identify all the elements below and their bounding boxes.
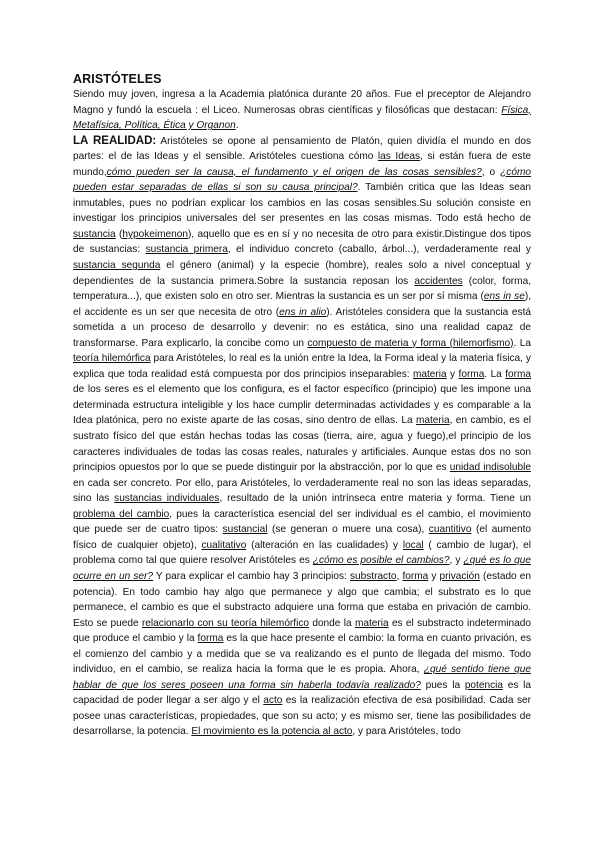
- emphasized-text: potencia: [464, 679, 503, 691]
- text-run: , pues la característica esencial del ser individual es el cambio, el movimiento que puede ser de cuatro tipos:: [73, 508, 532, 536]
- emphasized-text: unidad indisoluble: [449, 462, 531, 474]
- emphasized-text: materia: [415, 415, 450, 427]
- emphasized-text: cuantitivo: [428, 524, 472, 536]
- la-realidad-paragraph: [73, 134, 531, 740]
- text-run: es la que hace presente el cambio: la forma en cuanto privación, es el comienzo del cambio y a medida que se va realizando es el punto de llegada del mismo. Todo individuo, en el cambio, se realiza hacia la forma que le es propia. Ahora,: [73, 633, 531, 676]
- text-run: ), el accidente es un ser que necesita de otro (: [73, 291, 531, 318]
- emphasized-text: ¿cómo es posible el cambios?: [312, 555, 450, 567]
- text-run: Y para explicar el cambio hay 3 principios:: [153, 570, 350, 582]
- emphasized-text: sustancias individuales: [114, 493, 220, 505]
- emphasized-text: cualitativo: [201, 539, 247, 551]
- emphasized-text: forma: [505, 368, 532, 380]
- emphasized-text: ens in alio: [279, 306, 327, 318]
- text-run: ). Aristóteles considera que la sustancia está sometida a un proceso de desarrollo y devenir: no es estática, sino una realidad capaz de transformarse. Para explicarlo, la concibe como un: [73, 306, 532, 349]
- emphasized-text: compuesto de materia y forma (hilemorfismo): [307, 337, 514, 349]
- intro-paragraph: [73, 87, 531, 134]
- emphasized-text: ¿qué sentido tiene que hablar de que los seres poseen una forma sin haberla todavía realizado?: [73, 664, 532, 691]
- emphasized-text: forma: [402, 570, 429, 582]
- emphasized-text: forma: [197, 633, 224, 645]
- text-run: es el substracto indeterminado que produce el cambio y la: [73, 617, 531, 645]
- emphasized-text: local: [402, 539, 424, 551]
- text-run: , el individuo concreto (caballo, árbol...), verdaderamente real y: [227, 244, 531, 256]
- text-run: , y para Aristóteles, todo: [352, 726, 461, 738]
- emphasized-text: forma: [458, 368, 485, 380]
- text-run: , y: [449, 555, 464, 567]
- text-run: en cada ser concreto. Por ello, para Aristóteles, lo verdaderamente real no son las ideas separadas, sino las: [73, 477, 531, 505]
- emphasized-text: sustancial: [222, 524, 268, 536]
- text-run: (color, forma, temperatura...), que existen solo en otro ser. Mientras la sustancia es un ser por sí misma (: [73, 275, 531, 303]
- emphasized-text: sustancia primera: [145, 244, 228, 256]
- text-run: . También critica que las Ideas sean inmutables, pues no podrían explicar los cambios en las cosas sensibles.Su solución consiste en investigar los principios universales del ser presentes en las cosas mismas. Todo está hecho de: [73, 182, 531, 225]
- text-run: . La: [513, 337, 531, 349]
- text-run: ), aquello que es en sí y no necesita de otro para existir.Distingue dos tipos de sustancias:: [73, 228, 531, 256]
- emphasized-text: las Ideas: [377, 151, 421, 163]
- text-run: (se generan o muere una cosa),: [267, 524, 429, 536]
- text-run: ,: [396, 570, 403, 582]
- text-run: Siendo muy joven, ingresa a la Academia platónica durante 20 años. Fue el preceptor de Alejandro Magno y fundó la escuela : el Liceo. Numerosas obras científicas y filosóficas que destacan:: [73, 89, 531, 116]
- text-run: . La: [484, 368, 506, 380]
- emphasized-text: substracto: [349, 570, 397, 582]
- emphasized-text: ¿cómo pueden estar separadas de ellas si son su causa principal?: [73, 166, 531, 194]
- emphasized-text: ¿qué es lo que ocurre en un ser?: [73, 555, 531, 582]
- text-run: (el aumento físico de cualquier objeto),: [73, 524, 532, 551]
- emphasized-text: ens in se: [483, 291, 525, 303]
- text-run: el género (animal) y la especie (hombre), reales solo a nivel conceptual y dependientes de la sustancia primera.Sobre la sustancia reposan los: [73, 260, 531, 287]
- emphasized-text: El movimiento es la potencia al acto: [191, 726, 353, 738]
- document-title: ARISTÓTELES: [73, 72, 162, 86]
- text-run: Aristóteles se opone al pensamiento de Platón, quien dividía el mundo en dos partes: el de las Ideas y el sensible. Aristóteles cuestiona cómo: [73, 135, 532, 163]
- text-run: , resultado de la unión intrínseca entre materia y forma. Tiene un: [219, 493, 531, 505]
- emphasized-text: hypokeimenon: [122, 228, 189, 240]
- emphasized-text: Física, Metafísica, Política, Ética y Organon: [73, 104, 531, 132]
- text-run: es la capacidad de poder llegar a ser algo y el: [73, 679, 531, 707]
- text-run: pues la: [420, 679, 465, 691]
- emphasized-text: materia: [354, 617, 389, 629]
- emphasized-text: teoría hilemórfica: [73, 353, 151, 365]
- text-run: ( cambio de lugar), el problema como tal que quiere resolver Aristóteles es: [73, 539, 531, 567]
- text-run: para Aristóteles, lo real es la unión entre la Idea, la Forma ideal y la materia física, y explica que toda realidad está compuesta por dos principios inseparables:: [73, 353, 531, 380]
- emphasized-text: accidentes: [414, 275, 463, 287]
- text-run: , o: [481, 166, 501, 178]
- text-run: donde la: [309, 617, 355, 629]
- section-heading: LA REALIDAD:: [73, 134, 157, 147]
- text-run: , si están fuera de este mundo,: [73, 151, 532, 178]
- emphasized-text: privación: [439, 570, 480, 582]
- text-run: , en cambio, es el sustrato físico del que están hechas todas las cosas (tierra, aire, agua y fuego),el principio de los caracteres individuales de todas las cosas reales, naturales y artificiales. Aunque estas dos no son principios opuestos por lo que se puede distinguir por la abstracción, por lo que es: [73, 415, 532, 474]
- emphasized-text: materia: [412, 368, 447, 380]
- emphasized-text: sustancia segunda: [73, 260, 161, 272]
- text-run: y: [428, 570, 440, 582]
- emphasized-text: sustancia: [73, 228, 116, 240]
- document-page: [73, 72, 531, 740]
- emphasized-text: acto: [263, 695, 283, 707]
- emphasized-text: problema del cambio: [73, 508, 170, 520]
- text-run: (: [115, 228, 123, 240]
- text-run: y: [446, 368, 459, 380]
- text-run: .: [235, 120, 239, 132]
- emphasized-text: relacionarlo con su teoría hilemórfico: [141, 617, 309, 629]
- text-run: de los seres es el elemento que los configura, es el factor específico (principio) que les impone una determinada estructura inteligible y los hace cumplir determinadas actividades y es comparable a la Idea platónica, pero no existe aparte de las cosas, sino dentro de ellas. La: [73, 384, 531, 427]
- emphasized-text: cómo pueden ser la causa, el fundamento y el origen de las cosas sensibles?: [106, 166, 482, 178]
- text-run: es la realización efectiva de esa posibilidad. Cada ser posee unas características, propiedades, que son su acto; y es mismo ser, tiene las posibilidades de desarrollarse, la potencia.: [73, 695, 531, 738]
- text-run: (estado en potencia). En todo cambio hay algo que permanece y algo que cambia; el substrato es lo que permanece, el cambio es que el substracto adquiere una forma que estaba en privación de cambio. Esto se puede: [73, 570, 531, 629]
- text-run: (alteración en las cualidades) y: [246, 539, 403, 551]
